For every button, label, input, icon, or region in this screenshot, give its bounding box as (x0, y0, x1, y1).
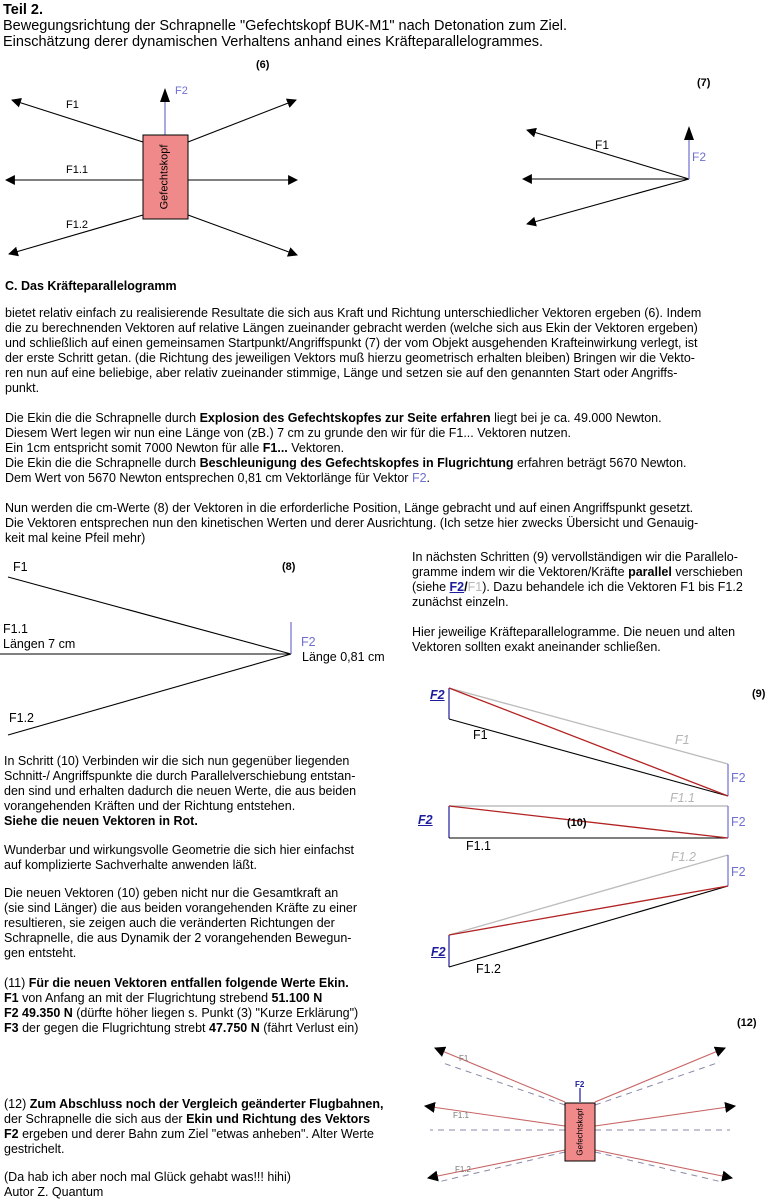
fig12-warhead-label: Gefechtskopf (575, 1108, 585, 1156)
fig9-f2-label-3: F2 (418, 813, 433, 827)
fig9-f12-ghost-label: F1.2 (671, 850, 697, 864)
fig9-f2-label-2: F2 (731, 771, 746, 785)
left-paragraph-1: In Schritt (10) Verbinden wir die sich nun gegenüber liegenden Schnitt-/ Angriffspunkte die durch Parallelverschiebung entstan- den sind und erhalten dadurch die neuen Werte, die aus beiden vorangehenden Kräften und der Richtung entstehen. Siehe die neuen Vektoren in Rot. (4, 754, 357, 828)
f1-right-vector (188, 100, 296, 142)
fig7-f1-label: F1 (595, 138, 610, 152)
fig7-f2-label: F2 (692, 150, 707, 164)
fig8-length081-label: Länge 0,81 cm (302, 650, 385, 664)
figure-7-diagram (515, 120, 715, 220)
fig8-f1-label: F1 (13, 560, 28, 574)
fig9-f1-label: F1 (473, 728, 488, 742)
fig12-f12-label: F1.2 (455, 1165, 472, 1174)
figure-8-number: (8) (282, 561, 296, 573)
fig9-f2-label-4: F2 (731, 815, 746, 829)
figure-9-number: (9) (752, 688, 766, 700)
figure-6-number: (6) (256, 59, 270, 71)
section-c-paragraph-2: Die Ekin die die Schrapnelle durch Explosion des Gefechtskopfes zur Seite erfahren liegt bei je ca. 49.000 Newton. Diesem Wert legen wir nun eine Länge von (zB.) 7 cm zu grunde den wir für die F1... Vektoren nutzen. Ein 1cm entspricht somit 7000 Newton für alle F1... Vektoren. Die Ekin die die Schrapnelle durch Beschleunigung des Gefechtskopfes in Flugrichtung erfahren beträgt 5670 Newton. Dem Wert von 5670 Newton entsprechen 0,81 cm Vektorlänge für Vektor F2. (5, 411, 687, 485)
fig9-f11-ghost-label: F1.1 (670, 791, 696, 805)
left-paragraph-2: Wunderbar und wirkungsvolle Geometrie die sich hier einfachst auf komplizierte Sachverhalte anwenden läßt. (4, 843, 354, 872)
right-paragraph-1: In nächsten Schritten (9) vervollständigen wir die Parallelo- gramme indem wir die Vektoren/Kräfte parallel verschieben (siehe F2/F1). Dazu behandele ich die Vektoren F1 bis F1.2 zunächst einzeln. (412, 550, 743, 609)
fig9-f2-label-6: F2 (431, 945, 446, 959)
fig8-f2-label: F2 (301, 635, 316, 649)
fig8-f11-label: F1.1 (3, 622, 29, 636)
left-paragraph-3: Die neuen Vektoren (10) geben nicht nur die Gesamtkraft an (sie sind Länger) die aus beiden vorangehenden Kräfte zu einer resultieren, sie zeigen auch die veränderten Richtungen der Schrapnelle, die aus Dynamik der 2 vorangehenden Bewegun- gen entsteht. (4, 886, 358, 960)
fig12-f11-label: F1.1 (453, 1111, 470, 1120)
fig6-f12-label: F1.2 (66, 219, 89, 231)
fig9-f2-label-1: F2 (430, 688, 445, 702)
fig6-f2-label: F2 (175, 85, 188, 97)
f12-right-vector (188, 215, 297, 255)
final-paragraph: (12) Zum Abschluss noch der Vergleich geänderter Flugbahnen, der Schrapnelle die sich aus der Ekin und Richtung des Vektors F2 ergeben und derer Bahn zum Ziel "etwas anheben". Alter Werte gestrichelt. (4, 1097, 384, 1156)
fig12-f2-label: F2 (575, 1080, 585, 1089)
part-heading: Teil 2. (3, 2, 44, 18)
fig9-f2-label-5: F2 (731, 865, 746, 879)
fig8-f12-label: F1.2 (9, 711, 35, 725)
page-subtitle: Einschätzung derer dynamischen Verhaltens anhand eines Kräfteparallelogrammes. (3, 34, 544, 50)
fig8-length7-label: Längen 7 cm (3, 637, 76, 651)
fig6-f11-label: F1.1 (66, 164, 89, 176)
ekin-values: (11) Für die neuen Vektoren entfallen folgende Werte Ekin. F1 von Anfang an mit der Flugrichtung strebend 51.100 N F2 49.350 N (dürfte höher liegen s. Punkt (3) "Kurze Erklärung") F3 der gegen die Flugrichtung strebt 47.750 N (fährt Verlust ein) (4, 976, 359, 1035)
figure-7-number: (7) (697, 77, 711, 89)
fig12-f1-label: F1 (459, 1054, 469, 1063)
right-paragraph-2: Hier jeweilige Kräfteparallelogramme. Die neuen und alten Vektoren sollten exakt aneinander schließen. (412, 625, 736, 654)
closing-note: (Da hab ich aber noch mal Glück gehabt was!!! hihi) Autor Z. Quantum (4, 1170, 291, 1199)
figure-12-number: (12) (737, 1017, 757, 1029)
section-c-title: C. Das Kräfteparallelogramm (5, 279, 177, 293)
fig9-f1-ghost-label: F1 (675, 733, 690, 747)
figure-10-number: (10) (567, 817, 587, 829)
figure-6-diagram (0, 80, 300, 260)
section-c-paragraph-3: Nun werden die cm-Werte (8) der Vektoren in die erforderliche Position, Länge gebracht und auf einen Angriffspunkt gesetzt. Die Vektoren entsprechen nun den kinetischen Werten und derer Ausrichtung. (Ich setze hier zwecks Übersicht und Genauig- keit mal keine Pfeil mehr) (5, 501, 699, 545)
fig6-f1-label: F1 (66, 99, 79, 111)
page-title: Bewegungsrichtung der Schrapnelle "Gefechtskopf BUK-M1" nach Detonation zum Ziel. (3, 18, 568, 34)
fig6-warhead-label: Gefechtskopf (158, 144, 171, 210)
fig9-f11-label: F1.1 (466, 839, 492, 853)
section-c-paragraph-1: bietet relativ einfach zu realisierende Resultate die sich aus Kraft und Richtung unterschiedlicher Vektoren ergeben (6). Indem die zu berechnenden Vektoren auf relative Längen zueinander gebracht werden (welche sich aus Ekin der Vektoren ergeben) und schließlich auf einen gemeinsamen Startpunkt/Angriffspunkt (7) der vom Objekt ausgehenden Krafteinwirkung verlegt, ist der erste Schritt getan. (die Richtung des jeweiligen Vektors muß hierzu geometrisch erhalten bleiben) Bringen wir die Vekto- ren nun auf eine beliebige, aber relativ zueinander stimmige, Länge und setzen sie auf den genannten Start oder Angriffs- punkt. (5, 306, 702, 395)
fig9-f12-label: F1.2 (476, 962, 502, 976)
